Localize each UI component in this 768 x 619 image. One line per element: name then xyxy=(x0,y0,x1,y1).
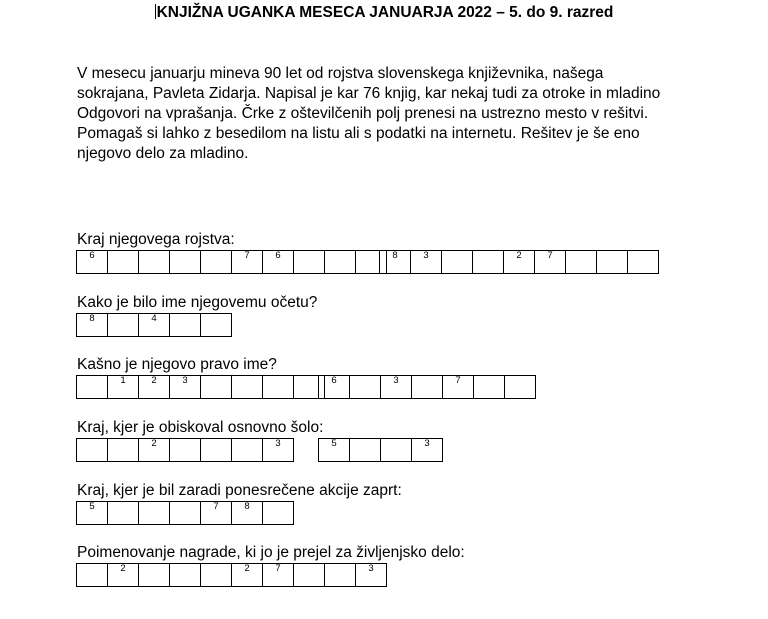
letter-box[interactable] xyxy=(76,313,108,337)
answer-grid xyxy=(76,438,294,462)
letter-index: 5 xyxy=(331,438,337,449)
letter-box[interactable] xyxy=(231,563,263,587)
intro-line: njegovo delo za mladino. xyxy=(77,145,249,162)
letter-box[interactable] xyxy=(200,250,232,274)
letter-box[interactable] xyxy=(262,438,294,462)
letter-box[interactable] xyxy=(169,438,201,462)
letter-box[interactable] xyxy=(107,438,139,462)
letter-box[interactable] xyxy=(76,501,108,525)
question-label: Poimenovanje nagrade, ki jo je prejel za življenjsko delo: xyxy=(77,544,465,561)
letter-box[interactable] xyxy=(76,563,108,587)
answer-grid xyxy=(76,250,387,274)
letter-box[interactable] xyxy=(76,250,108,274)
letter-box[interactable] xyxy=(169,250,201,274)
letter-box[interactable] xyxy=(411,438,443,462)
letter-box[interactable] xyxy=(473,375,505,399)
answer-grid xyxy=(318,375,536,399)
letter-box[interactable] xyxy=(318,438,350,462)
intro-line: Pomagaš si lahko z besedilom na listu ali s podatki na internetu. Rešitev je še eno xyxy=(77,125,640,142)
intro-line: Odgovori na vprašanja. Črke z oštevilčenih polj prenesi na ustrezno mesto v rešitvi. xyxy=(77,105,649,122)
page-title xyxy=(0,4,768,22)
letter-box[interactable] xyxy=(324,563,356,587)
letter-box[interactable] xyxy=(293,563,325,587)
letter-index: 8 xyxy=(89,313,95,324)
letter-box[interactable] xyxy=(318,375,350,399)
letter-box[interactable] xyxy=(107,563,139,587)
letter-index: 3 xyxy=(393,375,399,386)
letter-box[interactable] xyxy=(138,501,170,525)
letter-box[interactable] xyxy=(76,375,108,399)
letter-index: 3 xyxy=(424,438,430,449)
intro-line: V mesecu januarju mineva 90 let od rojstva slovenskega književnika, našega xyxy=(77,65,604,82)
letter-box[interactable] xyxy=(411,375,443,399)
letter-index: 2 xyxy=(516,250,522,261)
letter-index: 7 xyxy=(455,375,461,386)
answer-grid xyxy=(76,563,387,587)
question-label: Kašno je njegovo pravo ime? xyxy=(77,356,277,373)
letter-box[interactable] xyxy=(293,250,325,274)
answer-grid xyxy=(379,250,659,274)
letter-box[interactable] xyxy=(231,501,263,525)
letter-box[interactable] xyxy=(441,250,473,274)
letter-box[interactable] xyxy=(503,250,535,274)
answer-grid xyxy=(76,313,232,337)
letter-box[interactable] xyxy=(442,375,474,399)
letter-index: 7 xyxy=(547,250,553,261)
intro-paragraph xyxy=(77,64,717,164)
question-label: Kraj njegovega rojstva: xyxy=(77,231,235,248)
letter-box[interactable] xyxy=(596,250,628,274)
letter-box[interactable] xyxy=(231,438,263,462)
letter-box[interactable] xyxy=(504,375,536,399)
letter-box[interactable] xyxy=(231,375,263,399)
text-cursor xyxy=(155,4,156,19)
letter-box[interactable] xyxy=(380,438,412,462)
letter-index: 3 xyxy=(368,563,374,574)
question-label: Kako je bilo ime njegovemu očetu? xyxy=(77,294,318,311)
letter-box[interactable] xyxy=(200,501,232,525)
answer-grid xyxy=(76,501,294,525)
letter-index: 8 xyxy=(244,501,250,512)
letter-box[interactable] xyxy=(627,250,659,274)
letter-box[interactable] xyxy=(380,375,412,399)
letter-box[interactable] xyxy=(200,313,232,337)
letter-box[interactable] xyxy=(200,563,232,587)
letter-box[interactable] xyxy=(169,313,201,337)
letter-box[interactable] xyxy=(169,563,201,587)
letter-index: 2 xyxy=(151,375,157,386)
letter-index: 3 xyxy=(423,250,429,261)
letter-index: 2 xyxy=(244,563,250,574)
answer-grid xyxy=(76,375,325,399)
letter-box[interactable] xyxy=(349,375,381,399)
letter-box[interactable] xyxy=(138,313,170,337)
letter-index: 8 xyxy=(392,250,398,261)
letter-box[interactable] xyxy=(472,250,504,274)
letter-index: 2 xyxy=(151,438,157,449)
letter-box[interactable] xyxy=(324,250,356,274)
letter-index: 6 xyxy=(275,250,281,261)
question-label: Kraj, kjer je obiskoval osnovno šolo: xyxy=(77,419,324,436)
title-text: KNJIŽNA UGANKA MESECA JANUARJA 2022 – 5. do 9. razred xyxy=(156,4,614,21)
letter-box[interactable] xyxy=(262,501,294,525)
letter-index: 6 xyxy=(331,375,337,386)
letter-box[interactable] xyxy=(565,250,597,274)
letter-index: 7 xyxy=(244,250,250,261)
letter-index: 3 xyxy=(182,375,188,386)
letter-box[interactable] xyxy=(138,563,170,587)
letter-box[interactable] xyxy=(107,501,139,525)
letter-index: 7 xyxy=(275,563,281,574)
letter-box[interactable] xyxy=(169,501,201,525)
letter-box[interactable] xyxy=(410,250,442,274)
letter-box[interactable] xyxy=(349,438,381,462)
letter-box[interactable] xyxy=(138,438,170,462)
letter-box[interactable] xyxy=(355,563,387,587)
letter-index: 3 xyxy=(275,438,281,449)
letter-box[interactable] xyxy=(107,375,139,399)
letter-box[interactable] xyxy=(107,313,139,337)
letter-index: 6 xyxy=(89,250,95,261)
letter-box[interactable] xyxy=(169,375,201,399)
letter-index: 1 xyxy=(120,375,126,386)
letter-box[interactable] xyxy=(138,375,170,399)
letter-index: 4 xyxy=(151,313,157,324)
letter-box[interactable] xyxy=(231,250,263,274)
intro-line: sokrajana, Pavleta Zidarja. Napisal je kar 76 knjig, kar nekaj tudi za otroke in mladino xyxy=(77,85,661,102)
letter-box[interactable] xyxy=(262,563,294,587)
letter-index: 7 xyxy=(213,501,219,512)
letter-box[interactable] xyxy=(138,250,170,274)
letter-index: 2 xyxy=(120,563,126,574)
letter-index: 5 xyxy=(89,501,95,512)
question-label: Kraj, kjer je bil zaradi ponesrečene akcije zaprt: xyxy=(77,482,402,499)
letter-box[interactable] xyxy=(76,438,108,462)
letter-box[interactable] xyxy=(200,438,232,462)
letter-box[interactable] xyxy=(200,375,232,399)
letter-box[interactable] xyxy=(534,250,566,274)
answer-grid xyxy=(318,438,443,462)
letter-box[interactable] xyxy=(262,375,294,399)
letter-box[interactable] xyxy=(262,250,294,274)
letter-box[interactable] xyxy=(379,250,411,274)
letter-box[interactable] xyxy=(107,250,139,274)
